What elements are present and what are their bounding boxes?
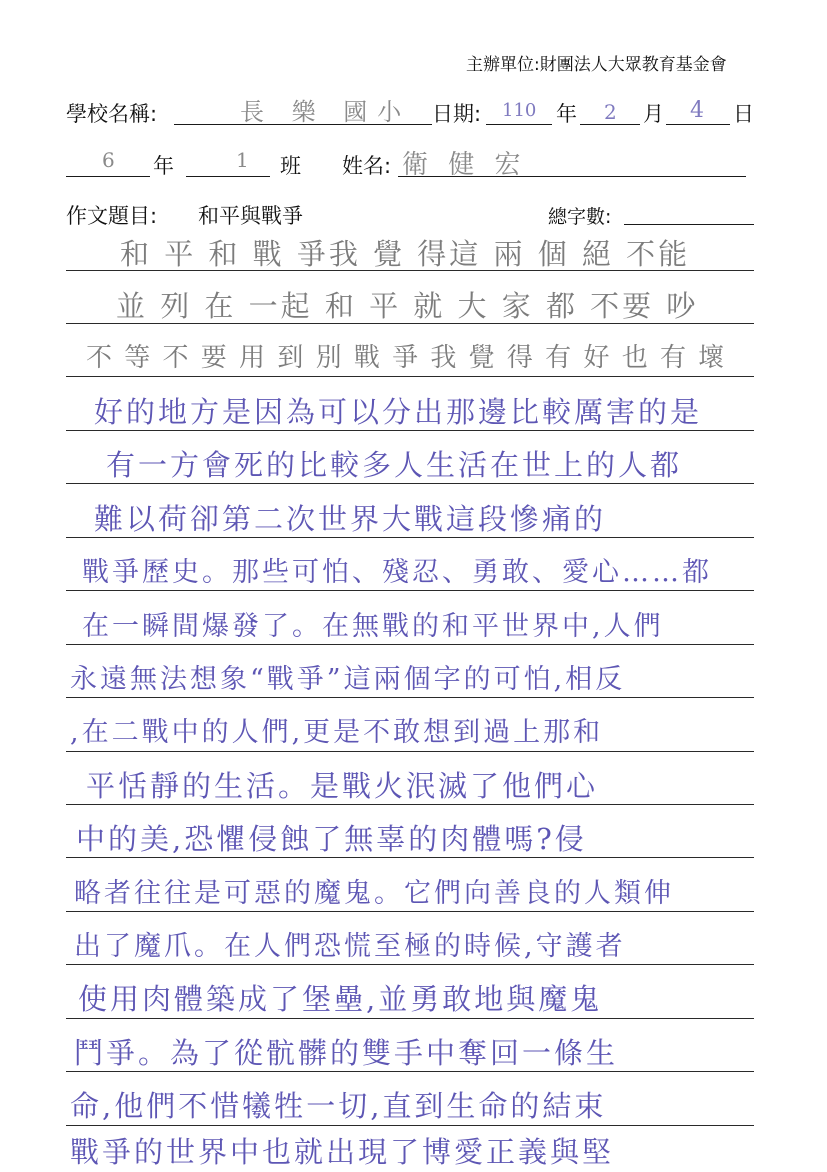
essay-line: 命,他們不惜犧牲一切,直到生命的結束 bbox=[70, 1089, 607, 1123]
class-value: 1 bbox=[236, 148, 249, 172]
year-label: 年 bbox=[556, 102, 577, 126]
rule-line bbox=[66, 697, 754, 698]
essay-line: 出了魔爪。在人們恐慌至極的時候,守護者 bbox=[74, 931, 626, 962]
year-blank bbox=[486, 124, 552, 125]
rule-line bbox=[66, 751, 754, 752]
essay-line: 鬥爭。為了從骯髒的雙手中奪回一條生 bbox=[74, 1036, 619, 1070]
essay-line: 戰爭的世界中也就出現了博愛正義與堅 bbox=[70, 1135, 615, 1169]
organizer-text: 主辦單位:財團法人大眾教育基金會 bbox=[466, 55, 727, 75]
school-value: 長 樂 國小 bbox=[240, 98, 412, 126]
wordcount-label: 總字數: bbox=[548, 206, 612, 228]
grade-blank bbox=[66, 176, 150, 177]
essay-line: 不 等 不 要 用 到 別 戰 爭 我 覺 得 有 好 也 有 壞 bbox=[86, 343, 727, 373]
grade-label: 年 bbox=[153, 154, 174, 178]
class-blank bbox=[186, 176, 270, 177]
rule-line bbox=[66, 590, 754, 591]
essay-line: 並 列 在 一起 和 平 就 大 家 都 不要 吵 bbox=[116, 289, 699, 323]
wordcount-blank bbox=[624, 224, 754, 225]
rule-line bbox=[66, 1125, 754, 1126]
date-label: 日期: bbox=[432, 102, 482, 126]
rule-line bbox=[66, 911, 754, 912]
rule-line bbox=[66, 644, 754, 645]
grade-value: 6 bbox=[102, 148, 115, 172]
essay-line: 永遠無法想象“戰爭”這兩個字的可怕,相反 bbox=[70, 664, 626, 695]
rule-line bbox=[66, 964, 754, 965]
rule-line bbox=[66, 376, 754, 377]
essay-line: 難以荷卻第二次世界大戰這段慘痛的 bbox=[94, 502, 607, 536]
topic-label: 作文題目: bbox=[66, 204, 158, 228]
rule-line bbox=[66, 1018, 754, 1019]
essay-line: 好的地方是因為可以分出那邊比較厲害的是 bbox=[94, 395, 703, 429]
essay-line: 平恬靜的生活。是戰火泯滅了他們心 bbox=[86, 769, 599, 803]
school-label: 學校名稱: bbox=[66, 102, 158, 126]
date-day-value: 4 bbox=[690, 98, 704, 123]
essay-line: 和 平 和 戰 爭我 覺 得這 兩 個 絕 不能 bbox=[120, 237, 691, 271]
essay-line: 有一方會死的比較多人生活在世上的人都 bbox=[106, 448, 683, 482]
class-label: 班 bbox=[280, 154, 301, 178]
essay-line: 中的美,恐懼侵蝕了無辜的肉體嗎?侵 bbox=[76, 822, 587, 856]
essay-line: 略者往往是可惡的魔鬼。它們向善良的人類伸 bbox=[74, 878, 674, 909]
essay-line: 在一瞬間爆發了。在無戰的和平世界中,人們 bbox=[82, 611, 664, 642]
topic-value: 和平與戰爭 bbox=[198, 204, 303, 228]
day-blank bbox=[666, 124, 730, 125]
essay-line: 使用肉體築成了堡壘,並勇敢地與魔鬼 bbox=[78, 982, 603, 1016]
name-label: 姓名: bbox=[342, 154, 392, 178]
date-month-value: 2 bbox=[604, 100, 617, 124]
month-blank bbox=[580, 124, 640, 125]
essay-line: 戰爭歷史。那些可怕、殘忍、勇敢、愛心……都 bbox=[82, 557, 712, 588]
date-year-value: 110 bbox=[502, 100, 537, 121]
name-value: 衛 健 宏 bbox=[402, 150, 527, 180]
essay-line: ,在二戰中的人們,更是不敢想到過上那和 bbox=[70, 717, 604, 748]
month-label: 月 bbox=[643, 102, 664, 126]
day-label: 日 bbox=[733, 102, 754, 126]
